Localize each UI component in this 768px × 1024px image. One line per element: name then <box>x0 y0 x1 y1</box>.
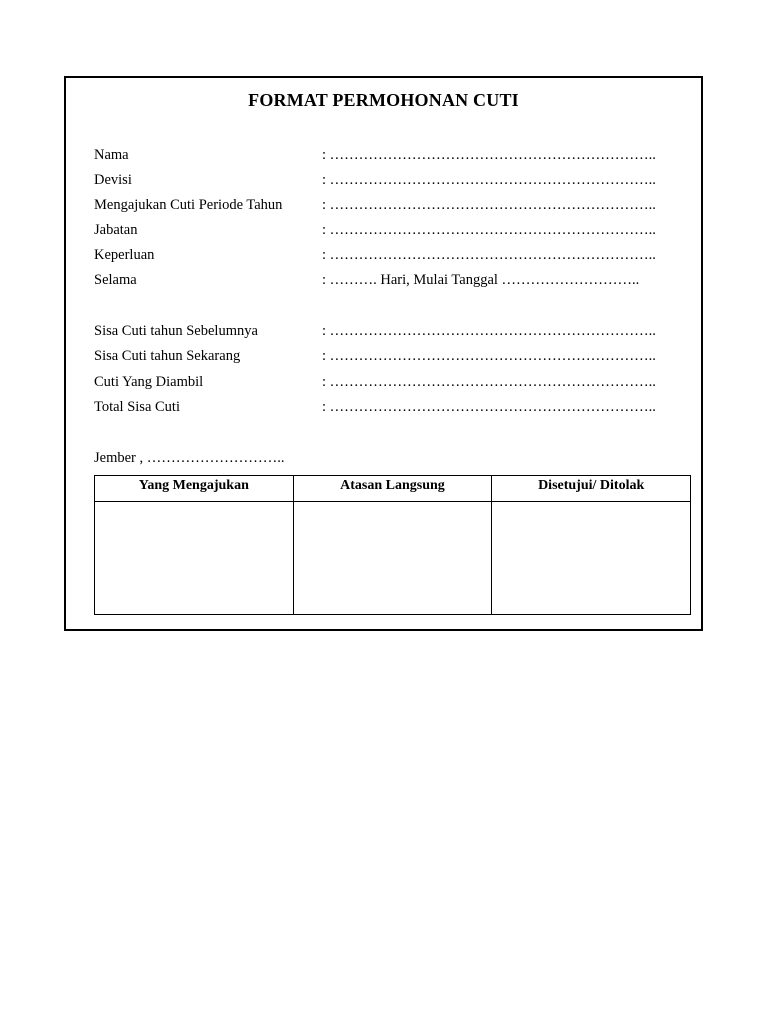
place-date-line[interactable]: Jember , ……………………….. <box>94 450 285 466</box>
field-label: Keperluan <box>94 247 155 263</box>
signature-header-row <box>95 476 691 502</box>
field-value[interactable]: : ………………………………………………………….. <box>322 222 656 238</box>
field-value[interactable]: : ………………………………………………………….. <box>322 323 656 339</box>
leave-request-form <box>64 76 703 631</box>
signature-header-applicant: Yang Mengajukan <box>95 476 294 502</box>
field-value[interactable]: : ………………………………………………………….. <box>322 374 656 390</box>
field-label: Sisa Cuti tahun Sebelumnya <box>94 323 258 339</box>
field-label: Mengajukan Cuti Periode Tahun <box>94 197 283 213</box>
field-value[interactable]: : ………………………………………………………….. <box>322 197 656 213</box>
signature-cell-applicant[interactable] <box>95 502 294 615</box>
form-title: FORMAT PERMOHONAN CUTI <box>248 90 519 110</box>
field-label: Jabatan <box>94 222 138 238</box>
signature-table <box>94 475 691 615</box>
signature-row <box>95 502 691 615</box>
field-value[interactable]: : ………. Hari, Mulai Tanggal ……………………….. <box>322 272 640 288</box>
field-label: Cuti Yang Diambil <box>94 374 204 390</box>
field-label: Selama <box>94 272 137 288</box>
field-value[interactable]: : ………………………………………………………….. <box>322 147 656 163</box>
field-label: Nama <box>94 147 129 163</box>
field-value[interactable]: : ………………………………………………………….. <box>322 399 656 415</box>
field-value[interactable]: : ………………………………………………………….. <box>322 247 656 263</box>
field-label: Total Sisa Cuti <box>94 399 180 415</box>
field-value[interactable]: : ………………………………………………………….. <box>322 172 656 188</box>
signature-cell-approval[interactable] <box>492 502 691 615</box>
signature-header-supervisor: Atasan Langsung <box>293 476 492 502</box>
signature-cell-supervisor[interactable] <box>293 502 492 615</box>
field-value[interactable]: : ………………………………………………………….. <box>322 348 656 364</box>
field-label: Devisi <box>94 172 132 188</box>
signature-header-approval: Disetujui/ Ditolak <box>492 476 691 502</box>
field-label: Sisa Cuti tahun Sekarang <box>94 348 241 364</box>
